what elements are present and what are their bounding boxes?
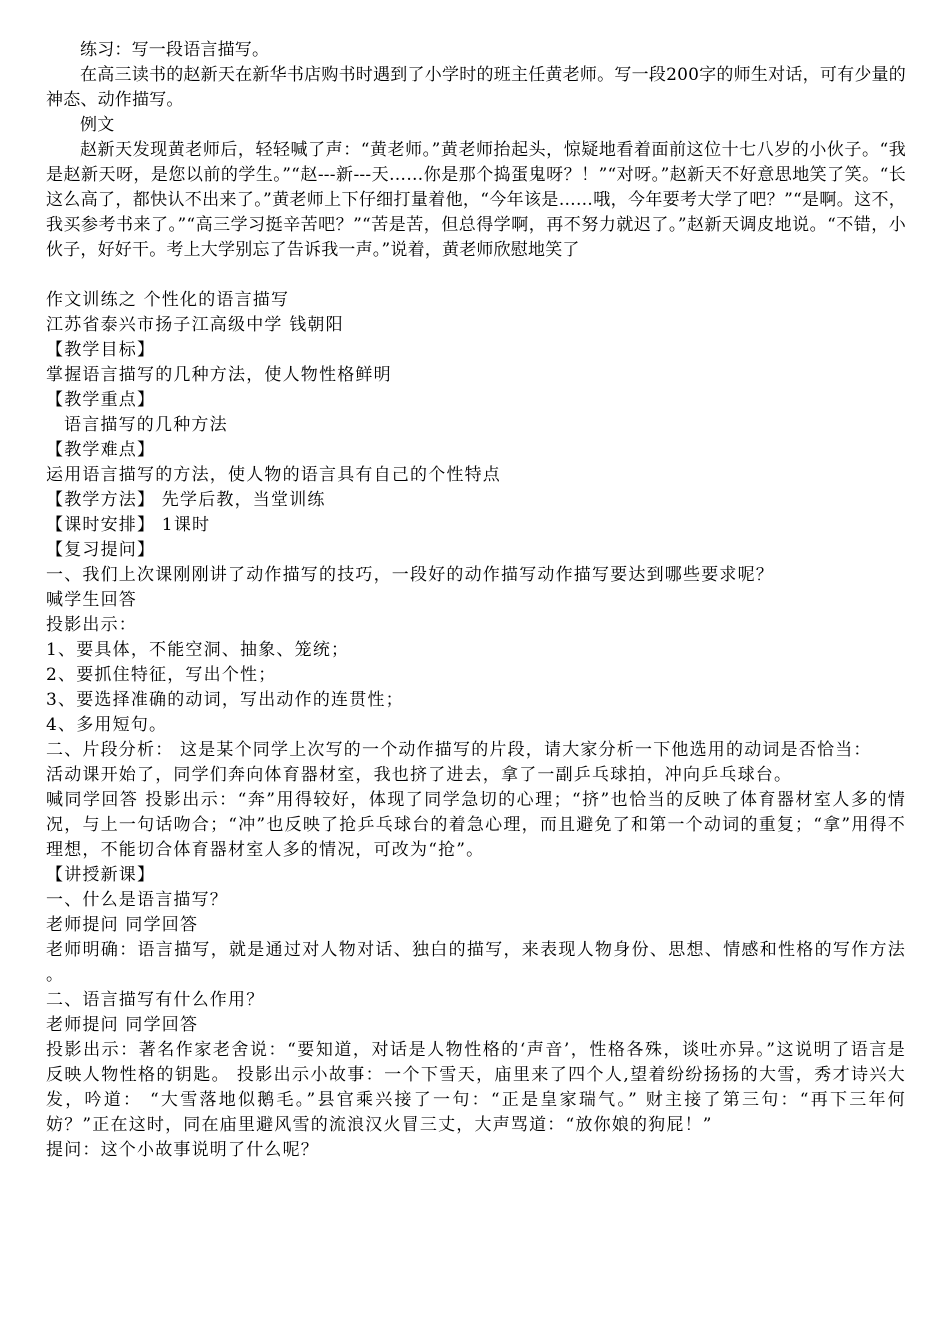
practice-section: [46, 38, 906, 263]
schedule-line: 【课时安排】 1课时: [46, 515, 211, 535]
new-lesson-heading: 【讲授新课】: [46, 865, 156, 885]
focus-heading: 【教学重点】: [46, 390, 156, 410]
segment-analysis: 二、片段分析： 这是某个同学上次写的一个动作描写的片段，请大家分析一下他选用的动词是否恰当：: [46, 740, 872, 760]
projection-label: 投影出示：: [46, 615, 137, 635]
review-point: 1、要具体，不能空洞、抽象、笼统；: [46, 640, 350, 660]
question-two-text: 投影出示：著名作家老舍说：“要知道，对话是人物性格的‘声音’，性格各殊，谈吐亦异。”这说明了语言是反映人物性格的钥匙。 投影出示小故事：一个下雪天，庙里来了四个人,望着纷纷扬扬的大雪，秀才诗兴大发，吟道： “大雪落地似鹅毛。”县官乘兴接了一句：“正是皇家瑞气。” 财主接了第三句：“再下三年何妨？”正在这时，同在庙里避风雪的流浪汉火冒三丈，大声骂道：“放你娘的狗屁！”: [46, 1040, 906, 1135]
question-two-prompt: 老师提问 同学回答: [46, 1015, 199, 1035]
question-one-answer: 老师明确：语言描写，就是通过对人物对话、独白的描写，来表现人物身份、思想、情感和性格的写作方法 。: [46, 940, 906, 985]
goal-text: 掌握语言描写的几种方法，使人物性格鲜明: [46, 365, 392, 385]
question-one: 一、什么是语言描写？: [46, 890, 228, 910]
method-line: 【教学方法】 先学后教，当堂训练: [46, 490, 326, 510]
review-heading: 【复习提问】: [46, 540, 156, 560]
review-point: 2、要抓住特征，写出个性；: [46, 665, 277, 685]
question-one-prompt: 老师提问 同学回答: [46, 915, 199, 935]
lesson-section: [46, 288, 906, 1163]
blank-line: [46, 263, 906, 288]
question-two: 二、语言描写有什么作用？: [46, 990, 265, 1010]
lesson-author: 江苏省泰兴市扬子江高级中学 钱朝阳: [46, 315, 344, 335]
difficulty-text: 运用语言描写的方法，使人物的语言具有自己的个性特点: [46, 465, 501, 485]
example-label: 例文: [80, 115, 115, 135]
review-point: 4、多用短句。: [46, 715, 168, 735]
story-question: 提问：这个小故事说明了什么呢？: [46, 1140, 319, 1160]
practice-title: 练习：写一段语言描写。: [80, 40, 270, 60]
review-answer: 喊学生回答: [46, 590, 137, 610]
goal-heading: 【教学目标】: [46, 340, 156, 360]
review-question: 一、我们上次课刚刚讲了动作描写的技巧，一段好的动作描写动作描写要达到哪些要求呢？: [46, 565, 774, 585]
example-text: 赵新天发现黄老师后，轻轻喊了声：“黄老师。”黄老师抬起头，惊疑地看着面前这位十七八岁的小伙子。“我是赵新天呀，是您以前的学生。”“赵---新---天……你是那个捣蛋鬼呀？！”“对呀。”赵新天不好意思地笑了笑。“长这么高了，都快认不出来了。”黄老师上下仔细打量着他，“今年该是……哦，今年要考大学了吧？”“是啊。这不，我买参考书来了。”“高三学习挺辛苦吧？”“苦是苦，但总得学啊，再不努力就迟了。”赵新天调皮地说。“不错，小伙子，好好干。考上大学别忘了告诉我一声。”说着，黄老师欣慰地笑了: [46, 140, 906, 260]
focus-text: 语言描写的几种方法: [64, 415, 228, 435]
review-point: 3、要选择准确的动词，写出动作的连贯性；: [46, 690, 404, 710]
lesson-title: 作文训练之 个性化的语言描写: [46, 290, 290, 310]
segment-answer: 喊同学回答 投影出示：“奔”用得较好，体现了同学急切的心理；“挤”也恰当的反映了体育器材室人多的情况，与上一句话吻合；“冲”也反映了抢乒乓球台的着急心理，而且避免了和第一个动词的重复；“拿”用得不理想，不能切合体育器材室人多的情况，可改为“抢”。: [46, 790, 906, 860]
difficulty-heading: 【教学难点】: [46, 440, 156, 460]
practice-task: 在高三读书的赵新天在新华书店购书时遇到了小学时的班主任黄老师。写一段200字的师生对话，可有少量的神态、动作描写。: [46, 65, 906, 110]
segment-text: 活动课开始了，同学们奔向体育器材室，我也挤了进去，拿了一副乒乓球拍，冲向乒乓球台。: [46, 765, 793, 785]
